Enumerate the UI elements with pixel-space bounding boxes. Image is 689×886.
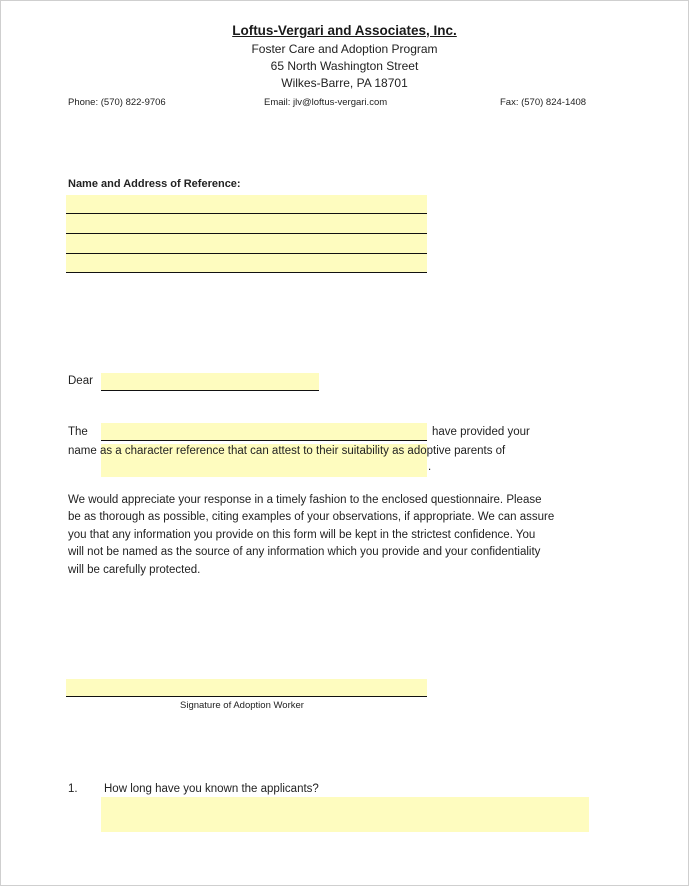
reference-line-1[interactable]	[66, 195, 427, 214]
reference-line-3[interactable]	[66, 234, 427, 254]
company-name: Loftus-Vergari and Associates, Inc.	[232, 23, 457, 38]
paragraph-line: will not be named as the source of any information which you provide and your confidentiality	[68, 546, 541, 559]
paragraph-line: you that any information you provide on this form will be kept in the strictest confidence. You	[68, 528, 536, 541]
phone-number: Phone: (570) 822-9706	[68, 97, 166, 108]
paragraph-line: We would appreciate your response in a timely fashion to the enclosed questionnaire. Please	[68, 494, 542, 506]
program-name: Foster Care and Adoption Program	[251, 42, 438, 56]
reference-line-2[interactable]	[66, 214, 427, 234]
the-label: The	[68, 426, 88, 438]
signature-label: Signature of Adoption Worker	[180, 700, 304, 711]
street-address: 65 North Washington Street	[270, 59, 419, 73]
applicants-name-field[interactable]	[101, 423, 427, 441]
request-paragraph	[68, 492, 578, 579]
signature-field[interactable]	[66, 679, 427, 697]
email-address: Email: jlv@loftus-vergari.com	[264, 97, 388, 108]
dear-name-field[interactable]	[101, 373, 319, 391]
reference-label: Name and Address of Reference:	[68, 178, 241, 190]
provided-text: have provided your	[432, 426, 530, 438]
question-number: 1.	[68, 783, 78, 795]
fax-number: Fax: (570) 824-1408	[500, 97, 587, 108]
question-answer-field[interactable]	[101, 797, 589, 832]
question-text: How long have you known the applicants?	[104, 783, 319, 795]
paragraph-line: be as thorough as possible, citing examples of your observations, if appropriate. We can assure	[68, 511, 555, 524]
sentence-period: .	[428, 461, 432, 473]
reference-sentence: name as a character reference that can attest to their suitability as adoptive parents of	[68, 445, 506, 457]
reference-line-4[interactable]	[66, 254, 427, 273]
dear-label: Dear	[68, 375, 93, 387]
city-address: Wilkes-Barre, PA 18701	[281, 76, 408, 90]
paragraph-line: will be carefully protected.	[68, 563, 201, 576]
